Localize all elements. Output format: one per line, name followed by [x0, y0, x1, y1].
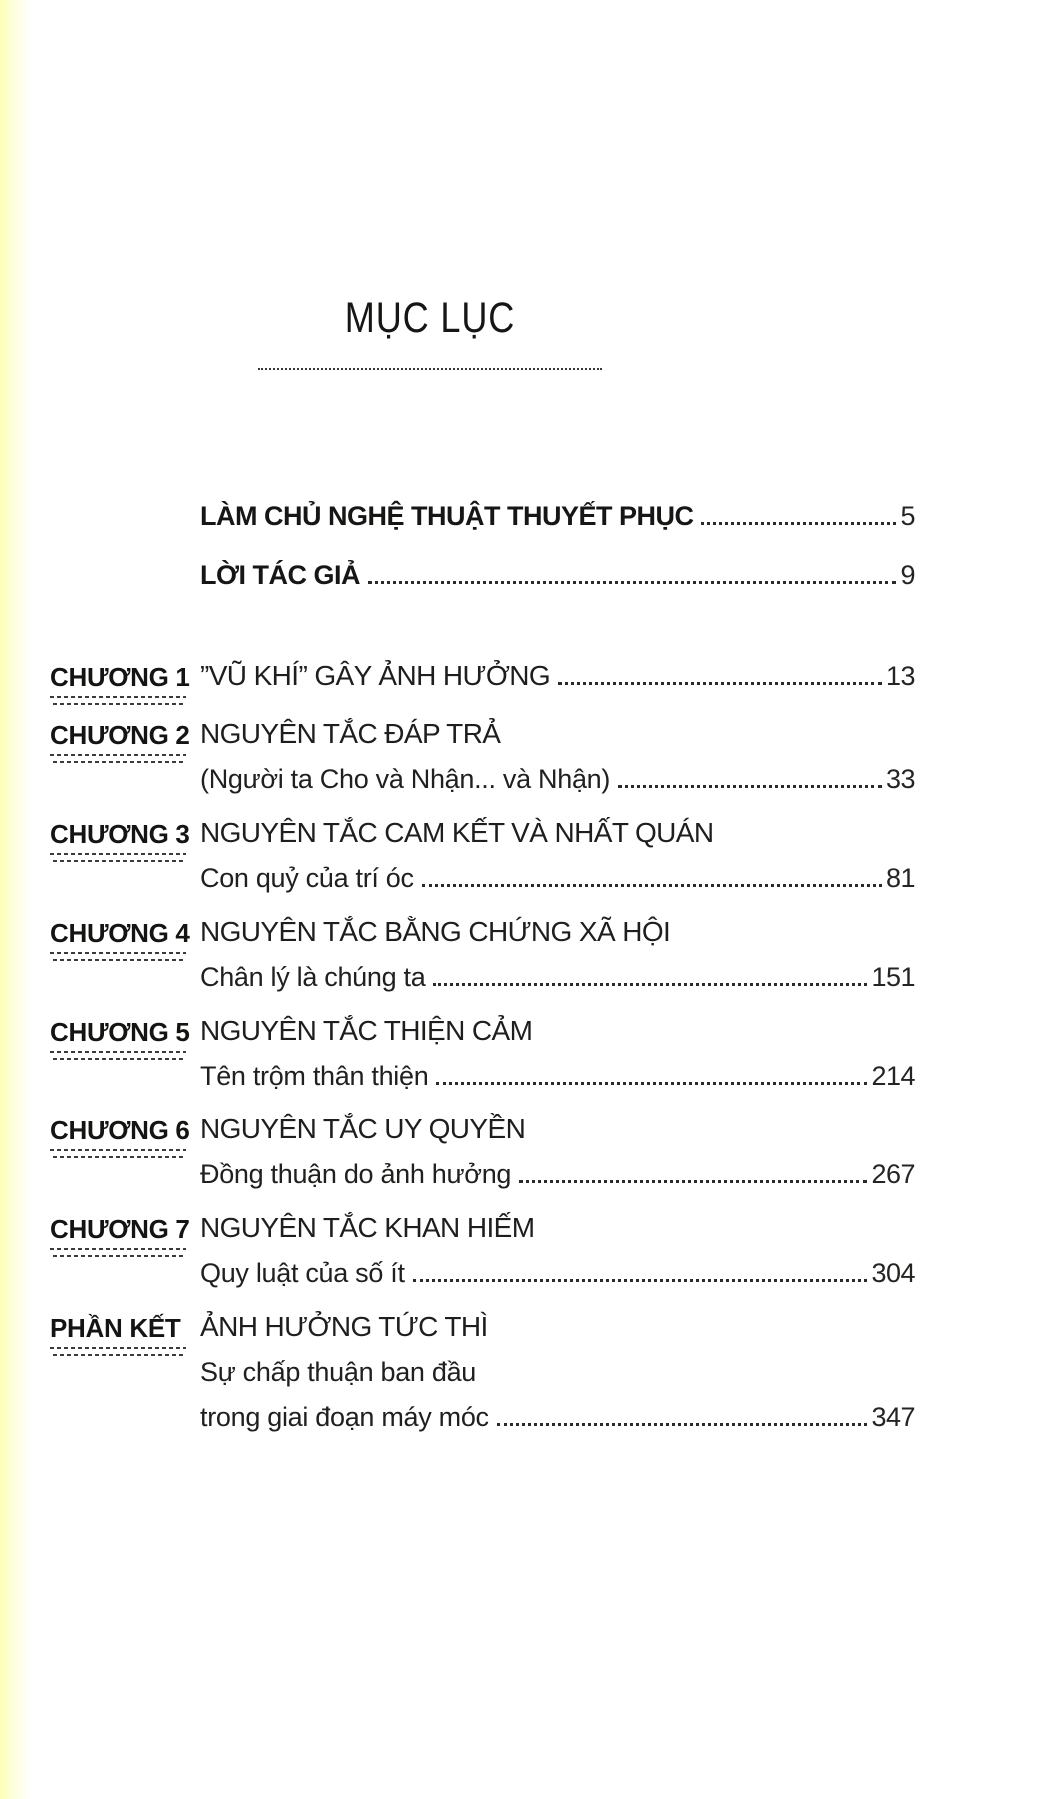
chapter-label-block	[50, 1098, 200, 1159]
page-number: 304	[871, 1258, 915, 1288]
dot-leader	[368, 581, 896, 584]
chapter-row	[50, 901, 915, 991]
chapter-subtitle: Sự chấp thuận ban đầu	[200, 1357, 477, 1387]
chapter-subtitle: Chân lý là chúng ta	[200, 962, 426, 992]
toc-entry	[200, 485, 915, 530]
chapter-title: ”VŨ KHÍ” GÂY ẢNH HƯỞNG	[200, 660, 551, 691]
chapter-label-underline	[50, 754, 186, 764]
page-number: 9	[900, 560, 915, 590]
chapter-title: NGUYÊN TẮC KHAN HIẾM	[200, 1212, 535, 1243]
chapter-row	[50, 1000, 915, 1090]
dot-leader	[497, 1423, 868, 1426]
page-number: 214	[871, 1061, 915, 1091]
chapter-title: NGUYÊN TẮC ĐÁP TRẢ	[200, 718, 501, 749]
toc-entry	[200, 544, 915, 589]
chapter-label-block	[50, 703, 200, 764]
chapter-label-underline	[50, 1347, 186, 1357]
chapter-label-underline	[50, 952, 186, 962]
page-number: 151	[871, 962, 915, 992]
chapter-row	[50, 1098, 915, 1188]
chapter-subtitle: Tên trộm thân thiện	[200, 1061, 429, 1091]
chapter-row	[50, 1197, 915, 1287]
dot-leader	[436, 1082, 867, 1085]
chapter-label: CHƯƠNG 4	[50, 918, 190, 948]
chapter-label: CHƯƠNG 5	[50, 1017, 190, 1047]
chapter-label-underline	[50, 853, 186, 863]
page-title: MỤC LỤC	[344, 294, 516, 342]
chapter-title: NGUYÊN TẮC CAM KẾT VÀ NHẤT QUÁN	[200, 817, 714, 848]
title-separator	[258, 368, 602, 370]
dot-leader	[701, 522, 896, 525]
dot-leader	[422, 884, 882, 887]
chapter-label: CHƯƠNG 2	[50, 720, 190, 750]
chapter-label-block	[50, 1296, 200, 1357]
toc-header	[258, 292, 602, 370]
page-number: 81	[885, 863, 915, 893]
chapter-subtitle: Con quỷ của trí óc	[200, 863, 414, 893]
chapter-label-block	[50, 1197, 200, 1258]
chapter-title: NGUYÊN TẮC BẰNG CHỨNG XÃ HỘI	[200, 916, 671, 947]
chapter-label-underline	[50, 1149, 186, 1159]
dot-leader	[413, 1279, 868, 1282]
chapter-row	[50, 1296, 915, 1431]
chapter-label-underline	[50, 1051, 186, 1061]
chapter-row	[50, 703, 915, 793]
chapter-label: CHƯƠNG 7	[50, 1214, 190, 1244]
chapter-subtitle: Đồng thuận do ảnh hưởng	[200, 1159, 512, 1189]
chapter-row	[50, 645, 915, 690]
page-number: 5	[900, 501, 915, 531]
entry-title: LÀM CHỦ NGHỆ THUẬT THUYẾT PHỤC	[200, 501, 694, 531]
dot-leader	[618, 785, 882, 788]
dot-leader	[558, 682, 882, 685]
chapter-title: ẢNH HƯỞNG TỨC THÌ	[200, 1311, 488, 1342]
chapter-subtitle: (Người ta Cho và Nhận... và Nhận)	[200, 764, 611, 794]
chapter-label-block	[50, 645, 200, 706]
chapter-label: PHẦN KẾT	[50, 1313, 181, 1343]
chapter-label: CHƯƠNG 1	[50, 662, 190, 692]
page-number: 33	[885, 764, 915, 794]
dot-leader	[519, 1180, 867, 1183]
chapter-label: CHƯƠNG 6	[50, 1115, 190, 1145]
page-number: 267	[871, 1159, 915, 1189]
page-number: 347	[871, 1402, 915, 1432]
chapter-label-block	[50, 901, 200, 962]
chapter-subtitle: trong giai đoạn máy móc	[200, 1402, 489, 1432]
chapter-label-underline	[50, 1248, 186, 1258]
chapter-row	[50, 802, 915, 892]
chapter-title: NGUYÊN TẮC THIỆN CẢM	[200, 1015, 533, 1046]
entry-title: LỜI TÁC GIẢ	[200, 560, 361, 590]
chapter-title: NGUYÊN TẮC UY QUYỀN	[200, 1113, 526, 1144]
dot-leader	[433, 983, 867, 986]
chapter-label-block	[50, 1000, 200, 1061]
page-number: 13	[885, 661, 915, 691]
chapter-label: CHƯƠNG 3	[50, 819, 190, 849]
chapter-label-block	[50, 802, 200, 863]
chapter-subtitle: Quy luật của số ít	[200, 1258, 405, 1288]
